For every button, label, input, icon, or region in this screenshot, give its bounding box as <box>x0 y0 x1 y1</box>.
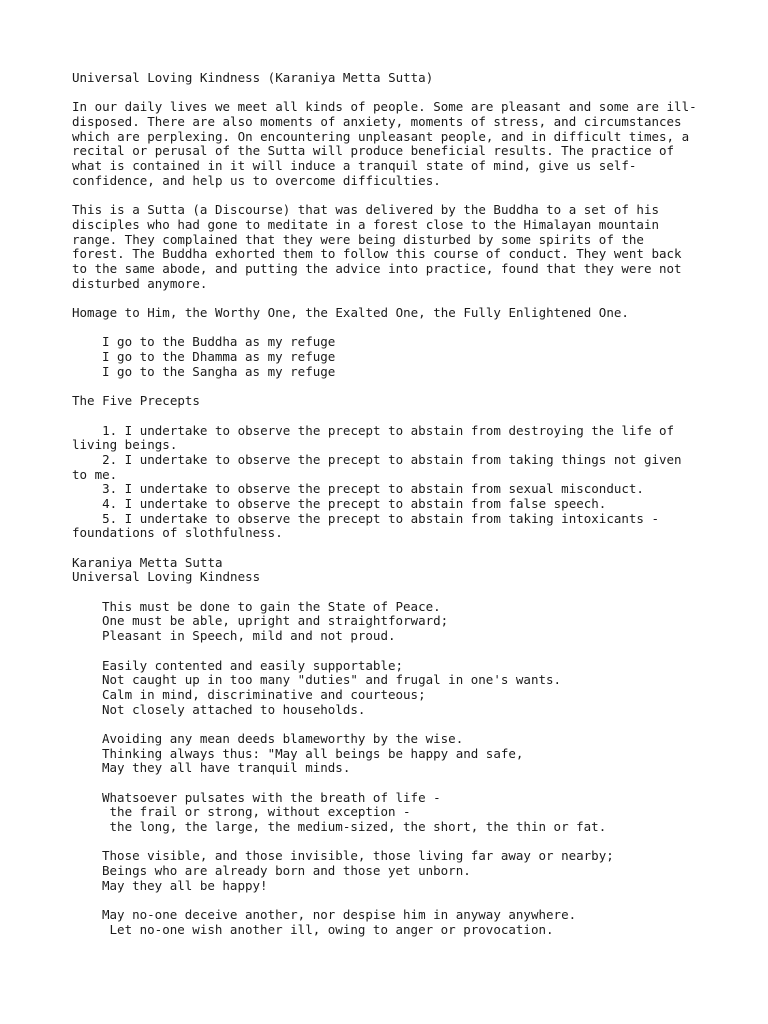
stanza-line: the long, the large, the medium-sized, the short, the thin or fat. <box>102 819 607 835</box>
precept-line: 3. I undertake to observe the precept to abstain from sexual misconduct. <box>72 481 644 497</box>
refuge-line: I go to the Dhamma as my refuge <box>102 349 336 365</box>
intro-line: In our daily lives we meet all kinds of people. Some are pleasant and some are ill- <box>72 99 697 115</box>
background-line: disciples who had gone to meditate in a forest close to the Himalayan mountain <box>72 216 659 232</box>
stanza-line: Calm in mind, discriminative and courteous; <box>102 686 426 702</box>
precept-line: living beings. <box>72 437 178 453</box>
background-paragraph <box>72 203 712 291</box>
stanza <box>72 732 712 776</box>
sutta-heading-line: Karaniya Metta Sutta <box>72 554 223 570</box>
precept-line: foundations of slothfulness. <box>72 525 283 541</box>
background-line: range. They complained that they were being disturbed by some spirits of the <box>72 231 644 247</box>
precepts-list <box>72 424 712 542</box>
document-page <box>72 71 712 938</box>
precept-line: 4. I undertake to observe the precept to abstain from false speech. <box>72 495 607 511</box>
precept-line: to me. <box>72 466 118 482</box>
stanza-line: the frail or strong, without exception - <box>102 804 411 820</box>
stanza-line: Those visible, and those invisible, those living far away or nearby; <box>102 848 614 864</box>
background-line: This is a Sutta (a Discourse) that was delivered by the Buddha to a set of his <box>72 202 659 218</box>
stanza-line: Whatsoever pulsates with the breath of life - <box>102 789 441 805</box>
stanza-line: This must be done to gain the State of Peace. <box>102 598 441 614</box>
stanza-line: One must be able, upright and straightforward; <box>102 613 449 629</box>
stanza <box>72 908 712 937</box>
document-title: Universal Loving Kindness (Karaniya Metta Sutta) <box>72 70 434 85</box>
refuge-line: I go to the Buddha as my refuge <box>102 334 336 350</box>
homage-line: Homage to Him, the Worthy One, the Exalted One, the Fully Enlightened One. <box>72 305 629 320</box>
intro-line: what is contained in it will induce a tranquil state of mind, give us self- <box>72 158 637 174</box>
refuges-block <box>72 335 712 379</box>
stanza-line: Not closely attached to households. <box>102 701 366 717</box>
intro-line: confidence, and help us to overcome difficulties. <box>72 172 441 188</box>
stanza-line: Easily contented and easily supportable; <box>102 657 404 673</box>
intro-line: disposed. There are also moments of anxiety, moments of stress, and circumstances <box>72 114 682 130</box>
precept-line: 2. I undertake to observe the precept to abstain from taking things not given <box>72 451 682 467</box>
stanza-line: May they all have tranquil minds. <box>102 760 351 776</box>
stanza-line: Not caught up in too many "duties" and frugal in one's wants. <box>102 672 562 688</box>
precept-line: 5. I undertake to observe the precept to abstain from taking intoxicants - <box>72 510 659 526</box>
background-line: to the same abode, and putting the advice into practice, found that they were not <box>72 260 682 276</box>
stanza-line: Let no-one wish another ill, owing to anger or provocation. <box>102 921 554 937</box>
sutta-heading <box>72 556 712 585</box>
stanza <box>72 791 712 835</box>
refuge-line: I go to the Sangha as my refuge <box>102 363 336 379</box>
intro-paragraph <box>72 100 712 188</box>
stanza-line: Pleasant in Speech, mild and not proud. <box>102 628 396 644</box>
precept-line: 1. I undertake to observe the precept to abstain from destroying the life of <box>72 422 675 438</box>
intro-line: recital or perusal of the Sutta will produce beneficial results. The practice of <box>72 143 675 159</box>
stanza <box>72 849 712 893</box>
stanza-line: Thinking always thus: "May all beings be happy and safe, <box>102 745 524 761</box>
stanza <box>72 659 712 718</box>
background-line: disturbed anymore. <box>72 275 208 291</box>
background-line: forest. The Buddha exhorted them to follow this course of conduct. They went back <box>72 246 682 262</box>
stanza-line: May they all be happy! <box>102 877 268 893</box>
stanza-line: May no-one deceive another, nor despise him in anyway anywhere. <box>102 907 577 923</box>
sutta-heading-line: Universal Loving Kindness <box>72 569 261 585</box>
stanza <box>72 600 712 644</box>
stanza-line: Avoiding any mean deeds blameworthy by the wise. <box>102 730 464 746</box>
intro-line: which are perplexing. On encountering unpleasant people, and in difficult times, a <box>72 128 690 144</box>
precepts-heading: The Five Precepts <box>72 393 200 409</box>
stanza-line: Beings who are already born and those yet unborn. <box>102 863 471 879</box>
